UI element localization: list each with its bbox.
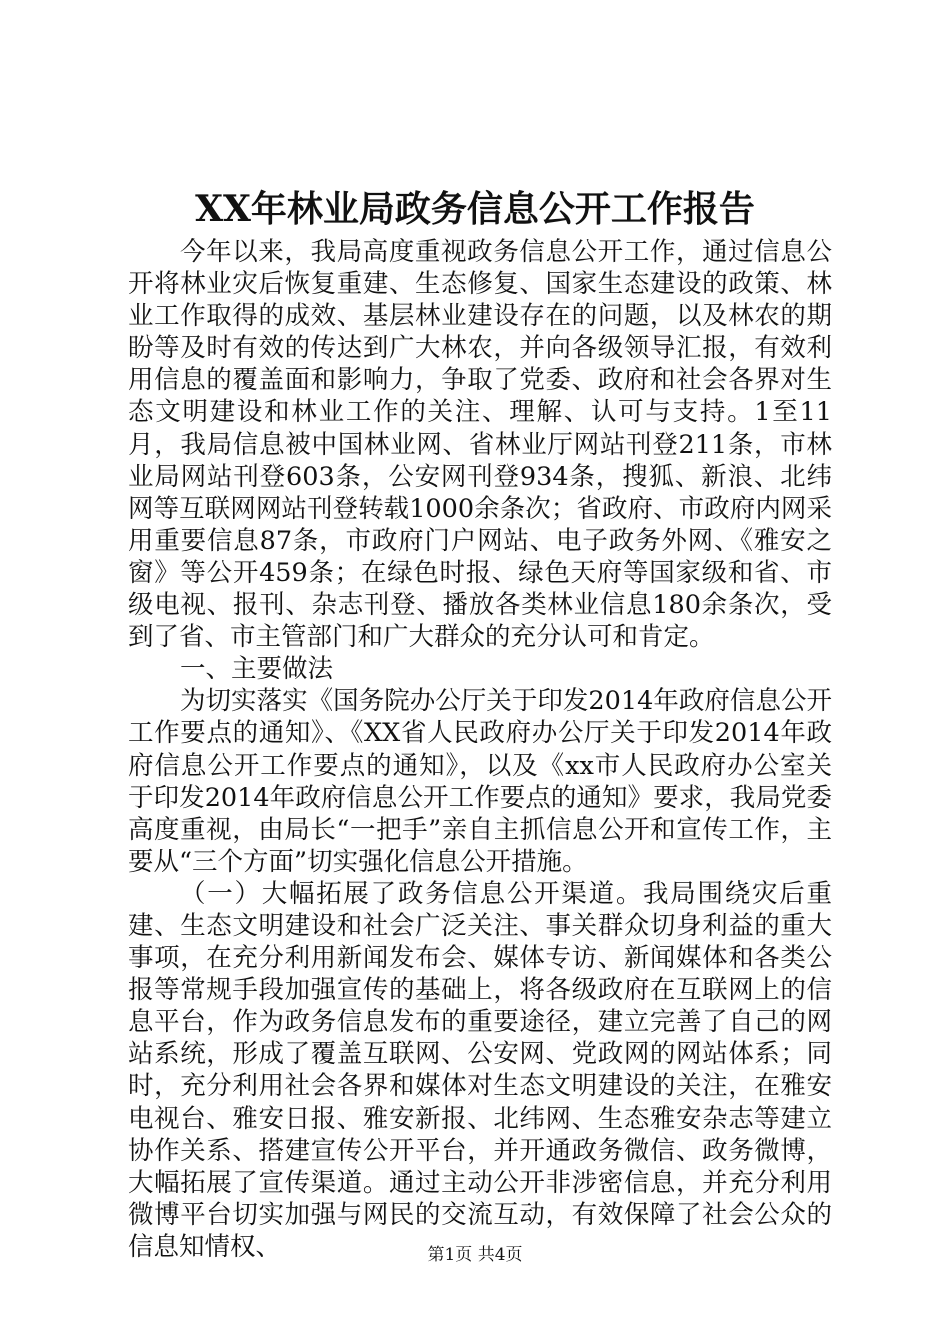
paragraph-implementation: 为切实落实《国务院办公厅关于印发2014年政府信息公开工作要点的通知》、《XX省人民政府办公厅关于印发2014年政府信息公开工作要点的通知》，以及《xx市人民政府办公室关于印发2014年政府信息公开工作要点的通知》要求，我局党委高度重视，由局长“一把手”亲自主抓信息公开和宣传工作，主要从“三个方面”切实强化信息公开措施。 (128, 686, 832, 877)
paragraph-channels: （一）大幅拓展了政务信息公开渠道。我局围绕灾后重建、生态文明建设和社会广泛关注、事关群众切身利益的重大事项，在充分利用新闻发布会、媒体专访、新闻媒体和各类公报等常规手段加强宣传的基础上，将各级政府在互联网上的信息平台，作为政务信息发布的重要途径，建立完善了自己的网站系统，形成了覆盖互联网、公安网、党政网的网站体系；同时，充分利用社会各界和媒体对生态文明建设的关注，在雅安电视台、雅安日报、雅安新报、北纬网、生态雅安杂志等建立协作关系、搭建宣传公开平台，并开通政务微信、政务微博，大幅拓展了宣传渠道。通过主动公开非涉密信息，并充分利用微博平台切实加强与网民的交流互动，有效保障了社会公众的信息知情权、 (128, 878, 832, 1262)
paragraph-intro: 今年以来，我局高度重视政务信息公开工作，通过信息公开将林业灾后恢复重建、生态修复、国家生态建设的政策、林业工作取得的成效、基层林业建设存在的问题，以及林农的期盼等及时有效的传达到广大林农，并向各级领导汇报，有效利用信息的覆盖面和影响力，争取了党委、政府和社会各界对生态文明建设和林业工作的关注、理解、认可与支持。1至11月，我局信息被中国林业网、省林业厅网站刊登211条，市林业局网站刊登603条，公安网刊登934条，搜狐、新浪、北纬网等互联网网站刊登转载1000余条次；省政府、市政府内网采用重要信息87条，市政府门户网站、电子政务外网、《雅安之窗》等公开459条；在绿色时报、绿色天府等国家级和省、市级电视、报刊、杂志刊登、播放各类林业信息180余条次，受到了省、市主管部门和广大群众的充分认可和肯定。 (128, 237, 832, 653)
section-heading-main-practices: 一、主要做法 (180, 654, 334, 685)
document-title: XX年林业局政务信息公开工作报告 (195, 188, 755, 230)
document-body (128, 236, 832, 1263)
page-number-footer: 第1页 共4页 (427, 1245, 523, 1265)
